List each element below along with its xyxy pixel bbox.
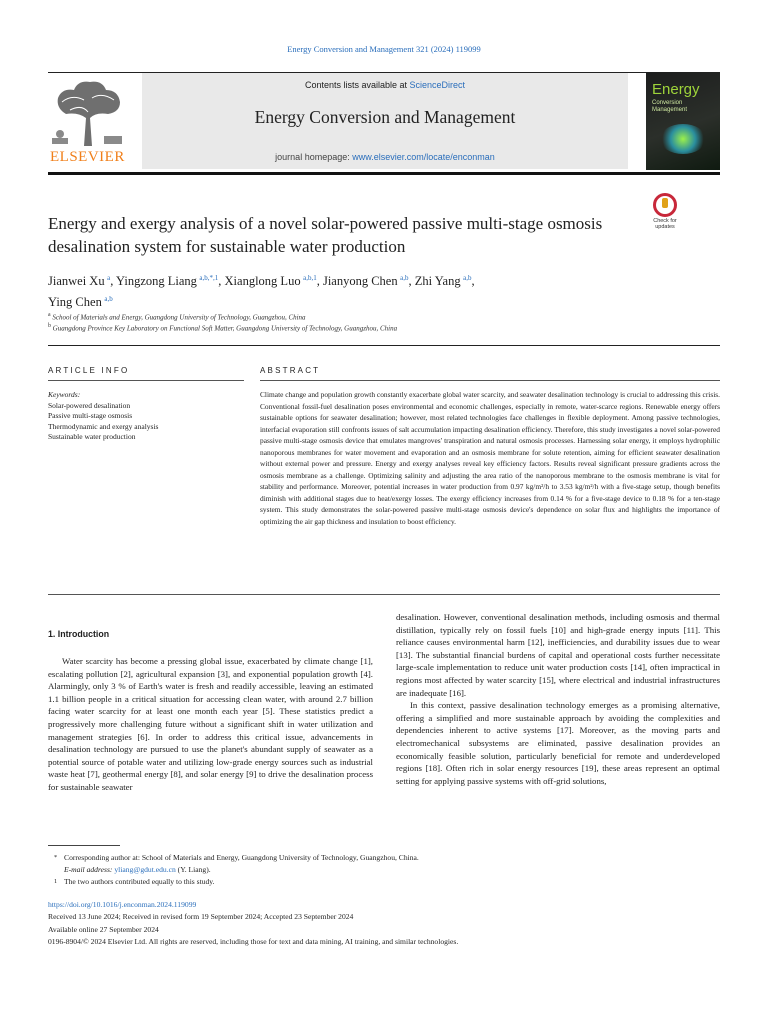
received-dates: Received 13 June 2024; Received in revised form 19 September 2024; Accepted 23 September 2024: [48, 912, 354, 922]
author-affiliation-marker[interactable]: a,b: [400, 274, 409, 282]
author-list: [48, 269, 688, 311]
abstract-heading: ABSTRACT: [260, 366, 321, 375]
footnote-text: The two authors contributed equally to this study.: [64, 876, 215, 886]
contents-availability: [142, 80, 628, 90]
footnote-equal-contribution: [48, 876, 728, 888]
journal-ref-article[interactable]: 119099: [455, 44, 481, 54]
email-label: E-mail address:: [64, 864, 113, 874]
affiliation-text: School of Materials and Energy, Guangdong University of Technology, Guangzhou, China: [52, 313, 306, 322]
available-online: Available online 27 September 2024: [48, 924, 159, 934]
author-affiliation-marker[interactable]: a: [107, 274, 111, 282]
author-name[interactable]: Jianyong Chen: [322, 274, 398, 289]
body-paragraph: desalination. However, conventional desalination methods, including osmosis and thermal distillation, typically rely on fossil fuels [10] and high-grade energy inputs [11]. This reliance causes environmental harm [12], inefficiencies, and durability issues due to wear [13]. The substantial financial burdens of capital and operational costs further necessitate large-scale implementation to reduce unit water production costs [14], often impractical in regions most affected by water scarcity [15], where electrical and industrial infrastructures are inadequate [16].: [396, 612, 720, 698]
header-bottom-rule: [48, 172, 720, 175]
cover-artwork: [660, 124, 706, 154]
affiliation-marker: a: [48, 312, 51, 318]
keywords-label: Keywords:: [48, 390, 81, 399]
abstract-text: Climate change and population growth constantly exacerbate global water scarcity, and seawater desalination technology is crucial to addressing this crisis. Conventional fossil-fuel desalination poses environmental and economic challenges, especially in remote, water-scarce regions. Renewable energy offers sustainable options for seawater desalination; however, most related technologies face challenges in flexible deployment. Among passive technologies, interfacial evaporation still confronts issues of salt accumulation impacting desalination efficiency. Therefore, this study investigates a novel solar-powered passive multi-stage osmosis device that emulates mangroves' transpiration and natural osmosis processes. Harnessing solar energy, it employs hydrophilic nanoporous membranes for water movement and evaporation and an osmosis membrane for solute retention, aiming for efficient seawater desalination without external power and pressure. Energy and exergy analyses reveal key efficiency factors. Results reveal significant pressure gradients across the osmosis membrane as a challenge. Optimizing salinity and adjusting the area ratio of the nanoporous membrane to the osmosis membrane is vital for stability and performance. Moreover, potential increases in water production from 0.97 kg/m²/h to 3.53 kg/m²/h with a five-stage setup, though benefits diminish with additional stages due to heat/exergy losses. The exergy efficiency increases from 0.14 % for a five-stage device to 0.18 % for a ten-stage system. This study demonstrates the solar-powered passive multi-stage osmosis device's dependence on solar flux and highlights the importance of optimizing the air gap thickness and insulation to boost efficiency.: [260, 390, 720, 527]
elsevier-wordmark: ELSEVIER: [50, 149, 125, 165]
author-affiliation-marker[interactable]: a,b,1: [303, 274, 317, 282]
author-name[interactable]: Zhi Yang: [414, 274, 461, 289]
author-name[interactable]: Xianglong Luo: [224, 274, 301, 289]
journal-cover-thumbnail[interactable]: [646, 72, 720, 170]
crossmark-icon: [653, 193, 677, 217]
keyword-item: Sustainable water production: [48, 432, 136, 441]
journal-reference[interactable]: [0, 44, 768, 54]
crossmark-line1: Check for: [653, 218, 677, 224]
check-for-updates-button[interactable]: [646, 193, 684, 233]
keywords-block: [48, 390, 248, 443]
cover-subtitle-line1: Conversion: [652, 100, 683, 106]
author-separator: ,: [110, 274, 117, 289]
body-paragraph: Water scarcity has become a pressing global issue, exacerbated by climate change [1], escalating pollution [2], agricultural expansion [3], and exponential population growth [4]. Alarmingly, only 3 % of Earth's water is fresh and readily accessible, leaving an estimated 1.1 billion people in a critical situation for accessing clean water, with around 2.7 billion facing water scarcity for at least one month each year [5]. These statistics predict a progressively more challenging future without a significant shift in water utilization and management strategies [6]. In order to address this critical issue, advancements in desalination technology are pursued to use the planet's abundant supply of seawater as a potential source of potable water and utilizing low-grade energy sources such as industrial waste heat [7], geothermal energy [8], and solar energy [9] to drive the desalination process for sustainable seawater: [48, 656, 373, 792]
affiliation-marker: b: [48, 323, 51, 329]
author-separator: ,: [218, 274, 225, 289]
email-suffix: (Y. Liang).: [177, 864, 211, 874]
affiliation-b: [48, 323, 720, 332]
journal-homepage: [142, 152, 628, 162]
author-name[interactable]: Ying Chen: [48, 295, 102, 310]
body-column-left: [48, 655, 373, 794]
cover-subtitle: [652, 100, 687, 113]
homepage-prefix: journal homepage:: [275, 152, 353, 162]
article-info-heading: ARTICLE INFO: [48, 366, 130, 375]
footnote-email: [48, 864, 728, 876]
affiliation-text: Guangdong Province Key Laboratory on Functional Soft Matter, Guangdong University of Technology, Guangzhou, China: [52, 324, 398, 333]
copyright-notice: 0196-8904/© 2024 Elsevier Ltd. All rights are reserved, including those for text and data mining, AI training, and similar technologies.: [48, 936, 459, 946]
abstract-bottom-rule: [48, 594, 720, 595]
journal-ref-volume[interactable]: 321: [415, 44, 429, 54]
footnotes: [48, 852, 728, 887]
abstract-rule: [260, 380, 720, 381]
cover-title: Energy: [652, 81, 700, 98]
journal-ref-year[interactable]: (2024): [430, 44, 454, 54]
keyword-item: Passive multi-stage osmosis: [48, 411, 133, 420]
contents-prefix: Contents lists available at: [304, 80, 410, 90]
footnote-corresponding: [48, 852, 728, 864]
footnote-marker: 1: [54, 877, 58, 885]
footnote-marker: *: [54, 854, 58, 861]
cover-subtitle-line2: Management: [652, 106, 688, 113]
journal-title: Energy Conversion and Management: [254, 107, 516, 127]
author-affiliation-marker[interactable]: a,b: [104, 295, 113, 304]
author-separator: ,: [471, 274, 475, 289]
crossmark-label: [646, 218, 684, 230]
author-name[interactable]: Jianwei Xu: [48, 274, 105, 289]
footnote-text: Corresponding author at: School of Materials and Energy, Guangdong University of Technology, Guangzhou, China.: [64, 853, 419, 862]
elsevier-tree-icon: [48, 78, 126, 148]
author-affiliation-marker[interactable]: a,b: [463, 274, 472, 282]
publication-info: [48, 899, 728, 948]
journal-ref-name[interactable]: Energy Conversion and Management: [287, 44, 414, 54]
journal-homepage-link[interactable]: www.elsevier.com/locate/enconman: [352, 152, 495, 162]
paper-title: Energy and exergy analysis of a novel solar-powered passive multi-stage osmosis desalination system for sustainable water production: [48, 214, 603, 256]
keyword-item: Solar-powered desalination: [48, 400, 131, 410]
elsevier-logo[interactable]: [48, 78, 126, 166]
keyword-item: Thermodynamic and exergy analysis: [48, 421, 159, 431]
affiliation-a: [48, 312, 720, 321]
author-affiliation-marker[interactable]: a,b,*,1: [199, 274, 219, 282]
front-matter-rule: [48, 345, 720, 346]
section-heading-introduction: 1. Introduction: [48, 629, 110, 639]
doi-link[interactable]: https://doi.org/10.1016/j.enconman.2024.119099: [48, 900, 197, 909]
email-link[interactable]: yliang@gdut.edu.cn: [114, 864, 176, 874]
author-name[interactable]: Yingzong Liang: [116, 274, 197, 289]
author-separator: ,: [408, 274, 415, 289]
footnote-rule: [48, 845, 120, 846]
author-separator: ,: [316, 274, 323, 289]
sciencedirect-link[interactable]: ScienceDirect: [409, 80, 466, 90]
body-paragraph: In this context, passive desalination technology emerges as a promising alternative, offering a simplified and more sustainable approach by avoiding the complexities and dependencies inherent to active systems [17]. Moreover, as the moving parts and electromechanical subsystems are eliminated, passive desalination provides an economically feasible solution, particularly beneficial for remote and underdeveloped regions [18]. Often rich in solar energy resources [19], these areas represent an optimal setting for applying passive systems with off-grid solutions,: [396, 700, 720, 786]
crossmark-line2: updates: [655, 224, 675, 231]
article-info-rule: [48, 380, 244, 381]
body-column-right: [396, 611, 720, 787]
